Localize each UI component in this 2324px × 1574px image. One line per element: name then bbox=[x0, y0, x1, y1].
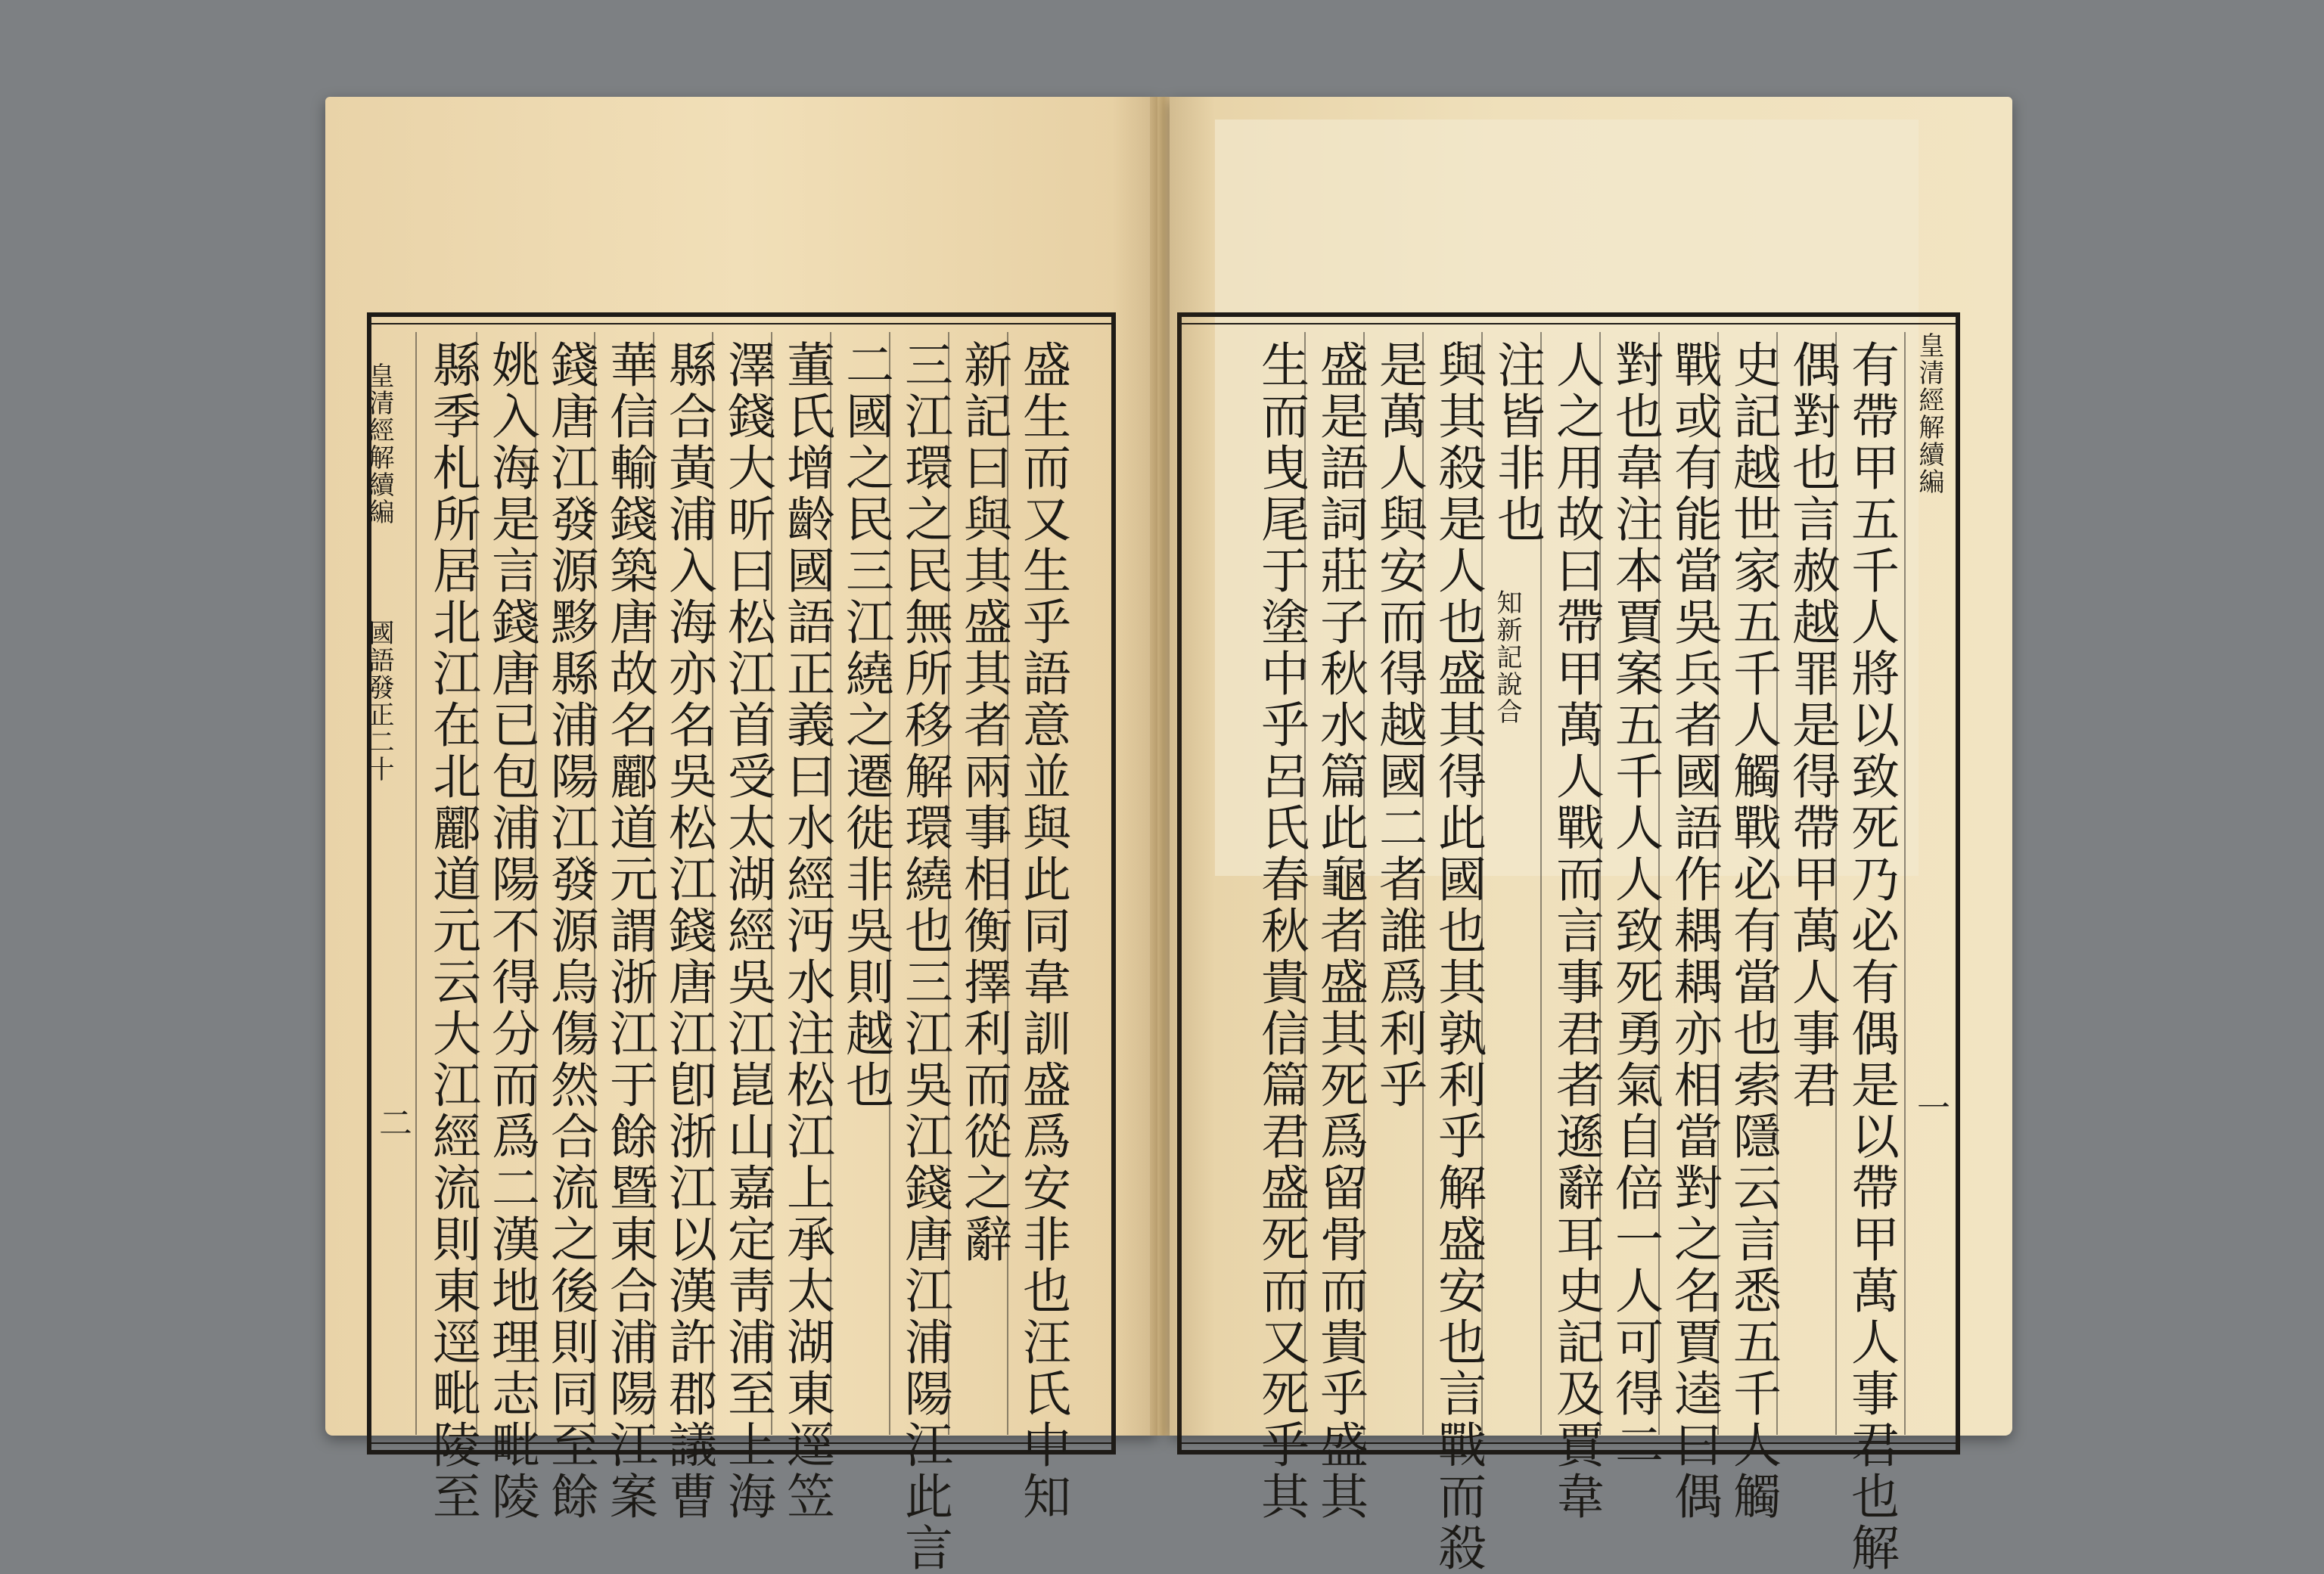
margin-title-text: 皇清經解續編 bbox=[1914, 332, 1944, 495]
right-margin-title bbox=[1914, 332, 1959, 495]
column-3: 史記越世家五千人觸戰必有當也索隱云言悉五千人觸 bbox=[1725, 340, 1781, 1523]
right-page-number: 一 bbox=[1917, 1089, 1950, 1128]
column-9: 是萬人與安而得越國二者誰爲利乎 bbox=[1371, 340, 1427, 1111]
column-1: 盛生而又生乎語意並與此同韋訓盛爲安非也汪氏中知 bbox=[1014, 340, 1070, 1523]
column-1: 有帶甲五千人將以致死乃必有偶是以帶甲萬人事君也解 bbox=[1843, 340, 1899, 1574]
right-page bbox=[1170, 97, 2012, 1574]
left-margin-title bbox=[364, 362, 409, 526]
column-6: 澤錢大昕曰松江首受太湖經吳江崑山嘉定靑浦至上海 bbox=[719, 340, 775, 1523]
column-2: 新記曰與其盛其者兩事相衡擇利而從之辭 bbox=[955, 340, 1011, 1265]
column-11: 生而曳尾于塗中乎呂氏春秋貴信篇君盛死而又死乎其 bbox=[1253, 340, 1309, 1523]
left-margin-subtitle bbox=[364, 619, 409, 783]
column-8: 與其殺是人也盛其得此國也其孰利乎解盛安也言戰而殺 bbox=[1430, 340, 1486, 1574]
column-7: 注皆非也 知新記說合 bbox=[1489, 340, 1545, 725]
left-page-number: 二 bbox=[379, 1104, 412, 1143]
column-10: 姚入海是言錢唐已包浦陽不得分而爲二漢地理志毗陵 bbox=[483, 340, 539, 1523]
column-11: 縣季札所居北江在北酈道元云大江經流則東逕毗陵至 bbox=[424, 340, 480, 1523]
column-4: 二國之民三江繞之遷徙非吳則越也 bbox=[837, 340, 893, 1111]
right-text-frame bbox=[1177, 312, 1960, 1574]
left-page bbox=[325, 97, 1157, 1574]
column-3: 三江環之民無所移解環繞也三江吳江錢唐江浦陽江此言 bbox=[896, 340, 952, 1574]
column-6: 人之用故曰帶甲萬人戰而言事君者遜辭耳史記及賈韋 bbox=[1548, 340, 1604, 1523]
column-5: 董氏增齡國語正義曰水經沔水注松江上承太湖東逕笠 bbox=[778, 340, 834, 1523]
book-spread bbox=[325, 97, 2012, 1574]
column-2: 偶對也言赦越罪是得帶甲萬人事君 bbox=[1784, 340, 1840, 1111]
margin-subtitle-text: 國語發正二十 bbox=[364, 619, 394, 783]
column-9: 錢唐江發源黟縣浦陽江發源烏傷然合流之後則同至餘 bbox=[542, 340, 598, 1523]
column-10: 盛是語詞莊子秋水篇此龜者盛其死爲留骨而貴乎盛其 bbox=[1312, 340, 1368, 1523]
column-7: 縣合黃浦入海亦名吳松江錢唐江卽浙江以漢許郡議曹 bbox=[660, 340, 716, 1523]
left-text-frame bbox=[364, 312, 1116, 1574]
column-4: 戰或有能當吳兵者國語作耦耦亦相當對之名賈逵曰偶 bbox=[1666, 340, 1722, 1523]
margin-title-text: 皇清經解續編 bbox=[364, 362, 394, 526]
column-5: 對也韋注本賈案五千人人致死勇氣自倍一人可得二 bbox=[1607, 340, 1663, 1471]
column-8: 華信輸錢築唐故名酈道元謂浙江于餘暨東合浦陽江案 bbox=[601, 340, 657, 1523]
annotation-note: 知新記說合 bbox=[1492, 589, 1522, 725]
